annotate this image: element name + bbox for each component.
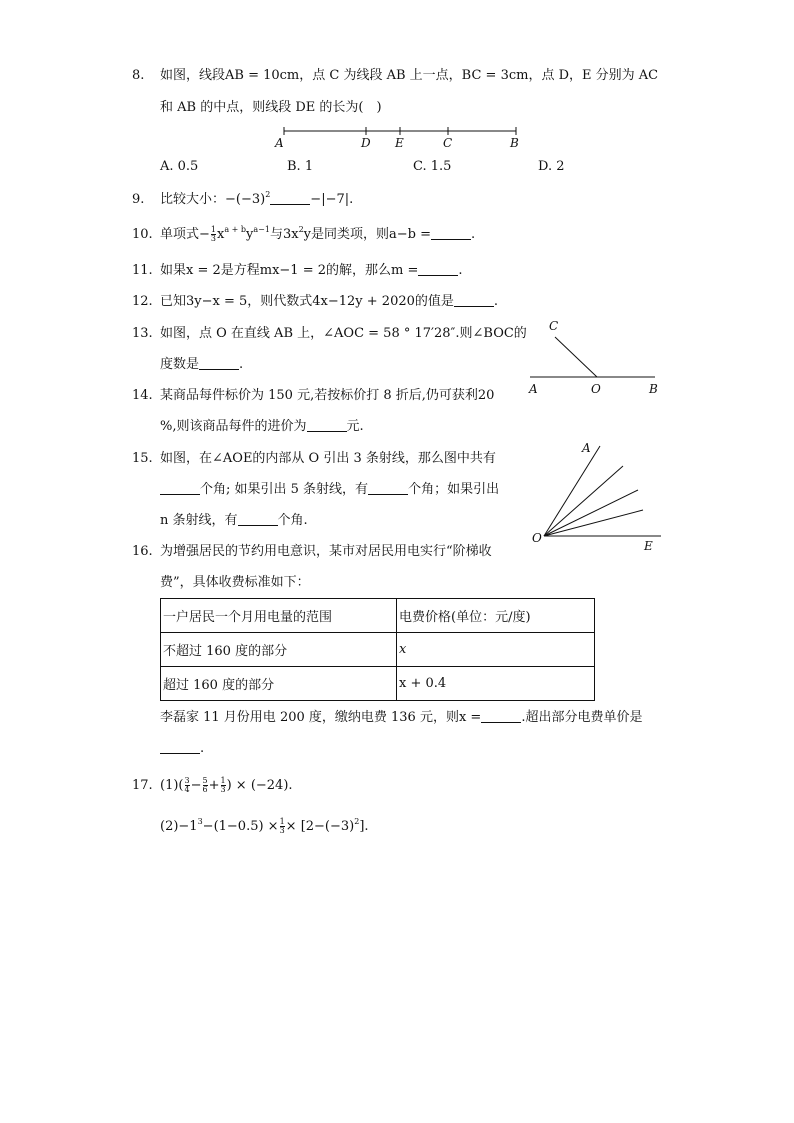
q11-text: 如果x = 2是方程mx−1 = 2的解，那么m = (160, 263, 419, 278)
table-cell: 超过 160 度的部分 (161, 667, 397, 701)
q11-blank (418, 263, 458, 276)
q17-frac3-num: 1 (220, 776, 226, 785)
q17-frac4-num: 1 (279, 817, 285, 826)
q11-number: 11. (132, 263, 153, 278)
q10-text (160, 226, 475, 244)
q15-blank3 (238, 513, 278, 526)
q12-number: 12. (132, 294, 153, 309)
q10-exp3: 2 (298, 225, 304, 234)
q10-part3: y (246, 227, 254, 242)
q8-option-d: D. 2 (538, 159, 565, 174)
q8-number: 8. (132, 68, 145, 83)
q10-exp2: a−1 (253, 225, 270, 234)
table-row (161, 633, 595, 667)
q16-number: 16. (132, 544, 153, 559)
q11-end: . (458, 263, 463, 278)
q13-label-c: C (549, 319, 559, 333)
q14-blank (307, 419, 347, 432)
q12-text: 已知3y−x = 5，则代数式4x−12y + 2020的值是 (160, 294, 454, 309)
q17-p1d: ) × (−24). (226, 778, 293, 793)
fee-table (160, 598, 595, 701)
q17-p1a: (1)( (160, 778, 184, 793)
q17-frac3 (221, 777, 226, 794)
q8-option-a: A. 0.5 (160, 159, 199, 174)
q17-p2d: ]. (359, 819, 369, 834)
q17-p1b: − (190, 778, 202, 793)
q14-line1: 某商品每件标价为 150 元,若按标价打 8 折后,仍可获利20 (160, 388, 495, 403)
q17-frac3-den: 3 (220, 785, 226, 794)
q17-frac1-den: 4 (184, 785, 190, 794)
q15-label-o: O (532, 531, 542, 545)
q14-line2-text: %,则该商品每件的进价为 (160, 419, 307, 434)
q10-part4: 与3x (269, 227, 299, 242)
q11-line (160, 262, 463, 280)
table-cell: 不超过 160 度的部分 (161, 633, 397, 667)
q9-exp: 2 (265, 190, 271, 199)
q17-p2-exp1: 3 (197, 817, 203, 826)
q8-label-d: D (361, 136, 371, 150)
q16-blank1 (481, 710, 521, 723)
q17-p1c: + (208, 778, 220, 793)
q12-line (160, 293, 498, 311)
q10-blank (431, 227, 471, 240)
q13-label-a: A (529, 382, 538, 396)
q17-frac2-num: 5 (202, 776, 208, 785)
q10-part1: 单项式− (160, 227, 210, 242)
q8-option-c: C. 1.5 (413, 159, 452, 174)
q16-line2: 费”，具体收费标准如下： (160, 575, 310, 590)
table-cell: 电费价格(单位：元/度) (397, 599, 595, 633)
q13-label-b: B (649, 382, 658, 396)
q10-number: 10. (132, 227, 153, 242)
q13-angle-figure (525, 315, 665, 400)
q10-end: . (471, 227, 476, 242)
q17-part2 (160, 818, 369, 836)
q16-after2-text: .超出部分电费单价是 (521, 710, 643, 725)
q17-frac1-num: 3 (184, 776, 190, 785)
q10-exp1: a + b (224, 225, 247, 234)
q9-suffix: −|−7|. (310, 192, 354, 207)
table-cell: 一户居民一个月用电量的范围 (161, 599, 397, 633)
q17-p2a: (2)−1 (160, 819, 198, 834)
q15-line3 (160, 512, 308, 530)
q15-line3a: n 条射线，有 (160, 513, 238, 528)
q8-line1: 如图，线段AB = 10cm，点 C 为线段 AB 上一点，BC = 3cm，点 D，E 分别为 AC (160, 68, 659, 83)
q15-line2 (160, 481, 499, 499)
q8-label-b: B (510, 136, 519, 150)
q14-line2 (160, 418, 364, 436)
q15-line2b: 个角；如果引出 (408, 482, 500, 497)
q16-end: . (200, 741, 205, 756)
q15-line3b: 个角. (277, 513, 308, 528)
q15-line2a: 个角; 如果引出 5 条射线，有 (200, 482, 369, 497)
q17-p2b: −(1−0.5) × (202, 819, 279, 834)
q15-line1: 如图，在∠AOE的内部从 O 引出 3 条射线，那么图中共有 (160, 451, 496, 466)
q16-blank2 (160, 741, 200, 754)
q13-end: . (239, 357, 244, 372)
q17-p2-exp2: 2 (354, 817, 360, 826)
q15-label-a: A (582, 441, 591, 455)
q15-label-e: E (644, 539, 653, 553)
q17-frac1 (185, 777, 190, 794)
q9-text (160, 191, 353, 209)
q16-after1-text: 李磊家 11 月份用电 200 度，缴纳电费 136 元，则x = (160, 710, 482, 725)
q15-blank1 (160, 482, 200, 495)
table-cell (397, 633, 595, 667)
q14-number: 14. (132, 388, 153, 403)
q10-frac-num: 1 (210, 225, 216, 234)
q13-number: 13. (132, 326, 153, 341)
q8-label-a: A (275, 136, 284, 150)
table-cell-var: x (399, 642, 407, 657)
q17-frac2-den: 6 (202, 785, 208, 794)
q15-rays-figure (528, 438, 668, 556)
q14-end: 元. (346, 419, 364, 434)
q13-line1: 如图，点 O 在直线 AB 上，∠AOC = 58 ° 17′28″.则∠BOC的 (160, 326, 527, 341)
q13-label-o: O (591, 382, 601, 396)
table-row (161, 667, 595, 701)
q17-frac4 (280, 818, 285, 835)
q9-prefix: 比较大小：−(−3) (160, 192, 266, 207)
q8-label-e: E (395, 136, 404, 150)
q8-label-c: C (443, 136, 453, 150)
q17-frac2 (203, 777, 208, 794)
q12-end: . (493, 294, 499, 309)
q13-line2 (160, 356, 243, 374)
q10-part5: y是同类项，则a−b = (303, 227, 431, 242)
q10-frac-den: 3 (210, 234, 216, 243)
q13-line2-text: 度数是 (160, 357, 200, 372)
q8-option-b: B. 1 (287, 159, 314, 174)
q17-frac4-den: 3 (279, 826, 285, 835)
q15-number: 15. (132, 451, 153, 466)
q13-blank (199, 357, 239, 370)
q17-p2c: × [2−(−3) (285, 819, 355, 834)
q8-segment-figure (270, 123, 530, 151)
q12-blank (454, 294, 494, 307)
q8-line2: 和 AB 的中点，则线段 DE 的长为( ) (160, 100, 382, 115)
q9-number: 9. (132, 192, 145, 207)
q17-number: 17. (132, 778, 153, 793)
q17-part1 (160, 777, 293, 795)
q16-line1: 为增强居民的节约用电意识，某市对居民用电实行“阶梯收 (160, 544, 492, 559)
q16-after1 (160, 709, 642, 727)
q9-blank (270, 192, 310, 205)
q16-after2 (160, 740, 204, 758)
q10-part2: x (217, 227, 225, 242)
table-row (161, 599, 595, 633)
q15-blank2 (368, 482, 408, 495)
q10-fraction (211, 226, 216, 243)
table-cell: x + 0.4 (397, 667, 595, 701)
